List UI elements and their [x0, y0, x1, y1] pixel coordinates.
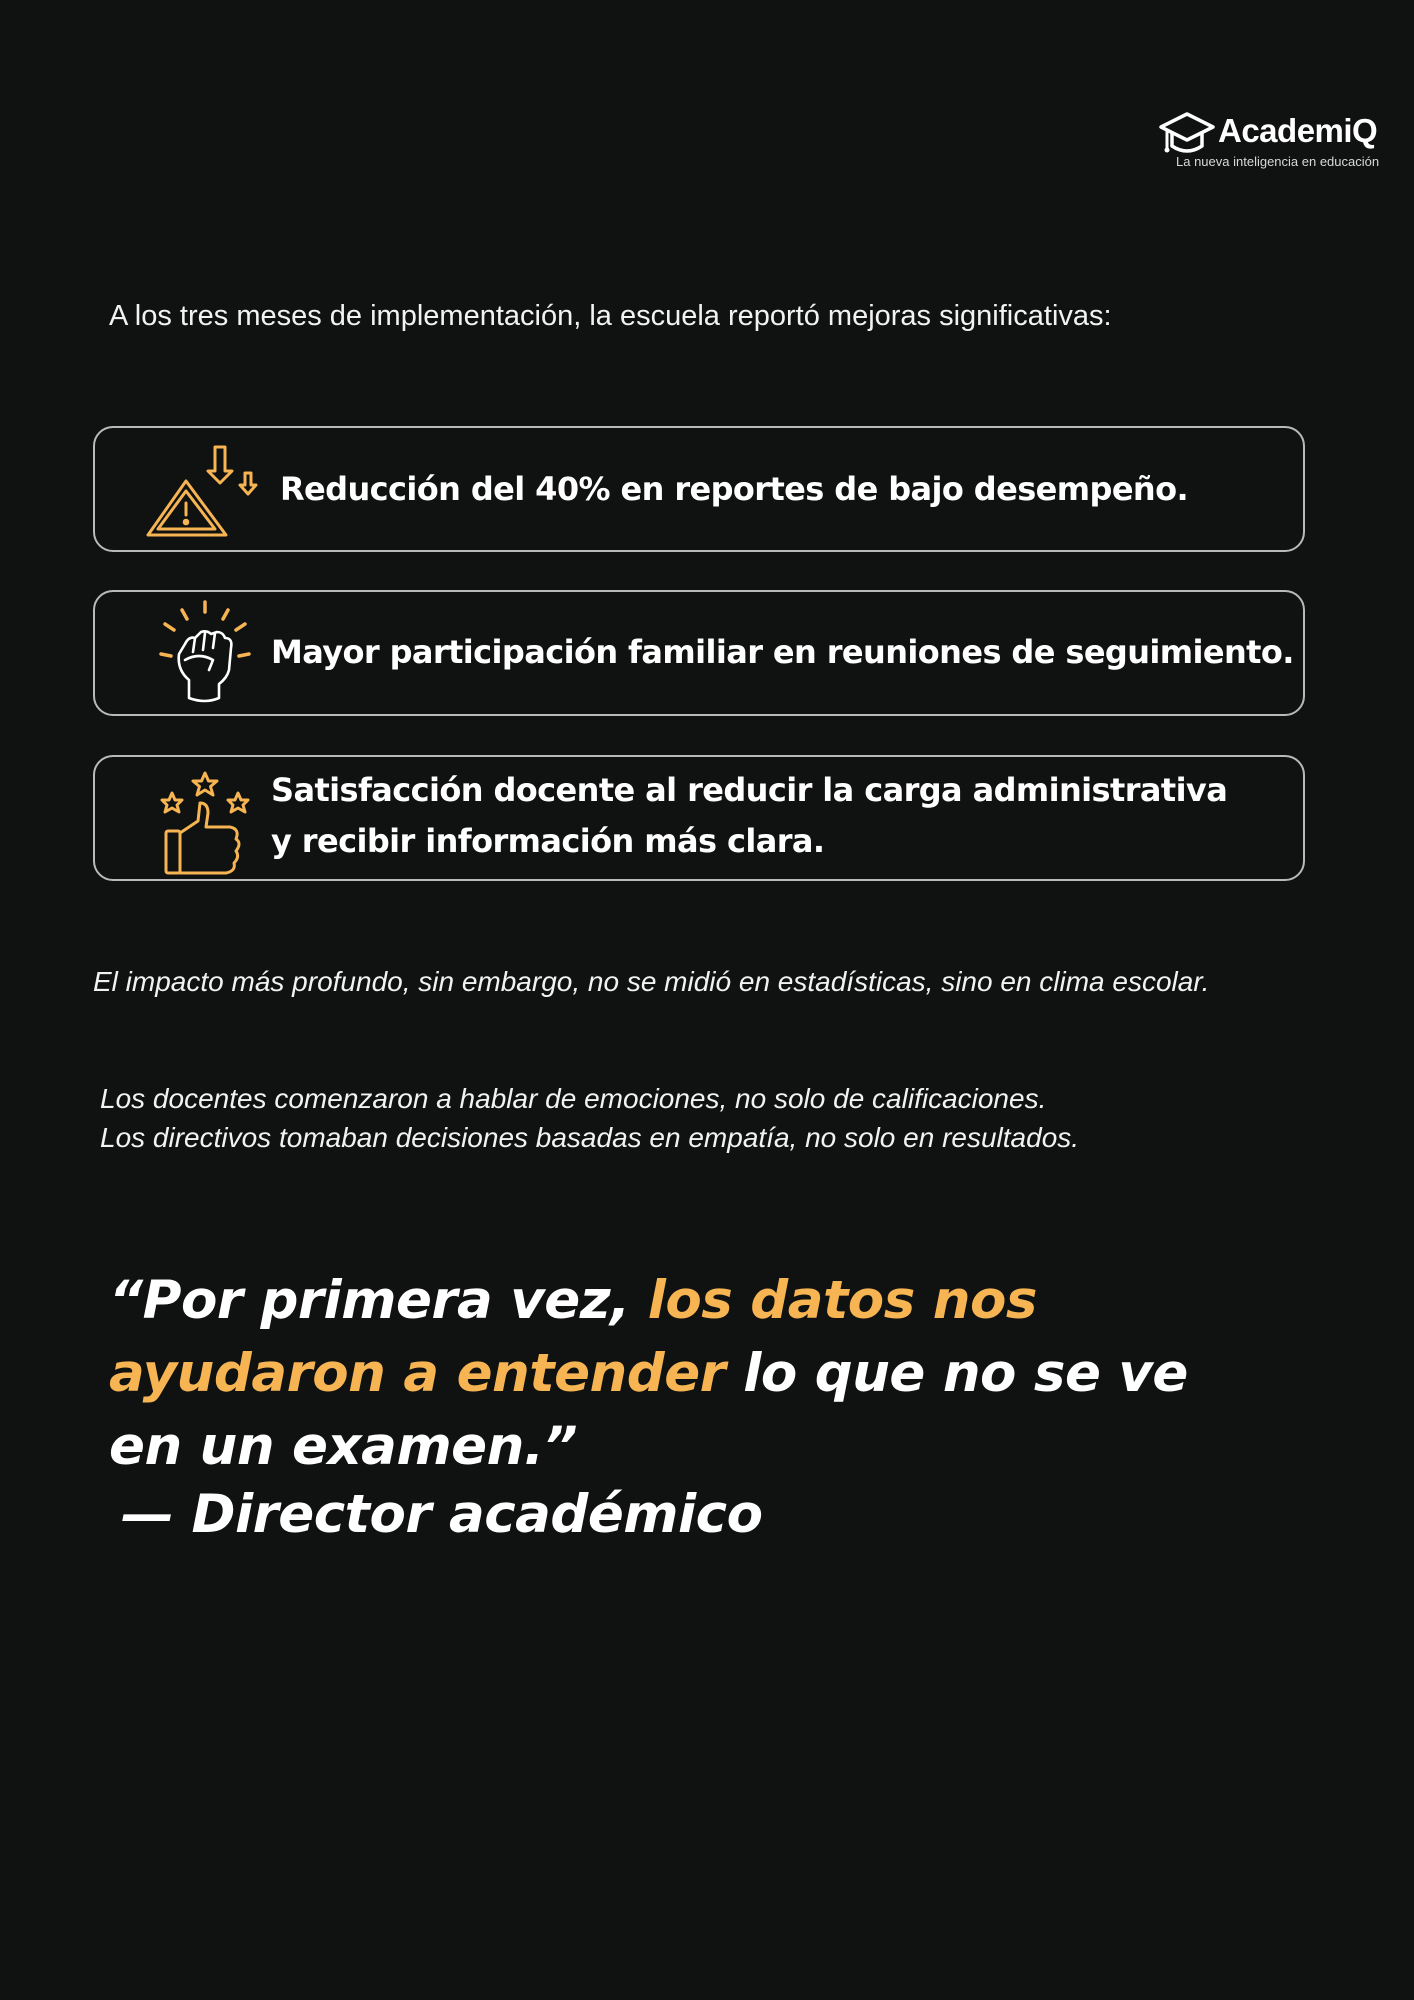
- result-card-performance: [93, 426, 1305, 552]
- brand-logo: [1158, 108, 1384, 172]
- testimonial-quote: [109, 1264, 1259, 1483]
- raised-fist-icon: [155, 600, 265, 712]
- brand-name: AcademiQ: [1218, 112, 1378, 149]
- result-card-teachers: [93, 755, 1305, 881]
- card-text: Reducción del 40% en reportes de bajo desempeño.: [280, 470, 1189, 508]
- teachers-observation: Los docentes comenzaron a hablar de emociones, no solo de calificaciones.: [100, 1083, 1047, 1114]
- result-card-family: [93, 590, 1305, 716]
- intro-text: A los tres meses de implementación, la escuela reportó mejoras significativas:: [109, 300, 1112, 332]
- quote-text-start: “Por primera vez,: [109, 1270, 648, 1331]
- warning-down-arrows-icon: [140, 443, 265, 541]
- quote-highlight: los datos nos ayudaron a entender: [109, 1270, 1037, 1404]
- quote-author: — Director académico: [121, 1484, 763, 1545]
- card-text: Satisfacción docente al reducir la carga administrativa y recibir información más clara.: [271, 771, 1228, 860]
- directors-observation: Los directivos tomaban decisiones basadas en empatía, no solo en resultados.: [100, 1122, 1080, 1153]
- observations-paragraph: [100, 1079, 1300, 1157]
- card-text: Mayor participación familiar en reuniones de seguimiento.: [271, 633, 1294, 671]
- impact-paragraph: El impacto más profundo, sin embargo, no se midió en estadísticas, sino en clima escolar.: [93, 966, 1210, 997]
- quote-text-end: lo que no se ve en un examen.”: [109, 1343, 1188, 1477]
- thumbs-up-stars-icon: [160, 769, 256, 877]
- brand-tagline: La nueva inteligencia en educación: [1176, 154, 1380, 169]
